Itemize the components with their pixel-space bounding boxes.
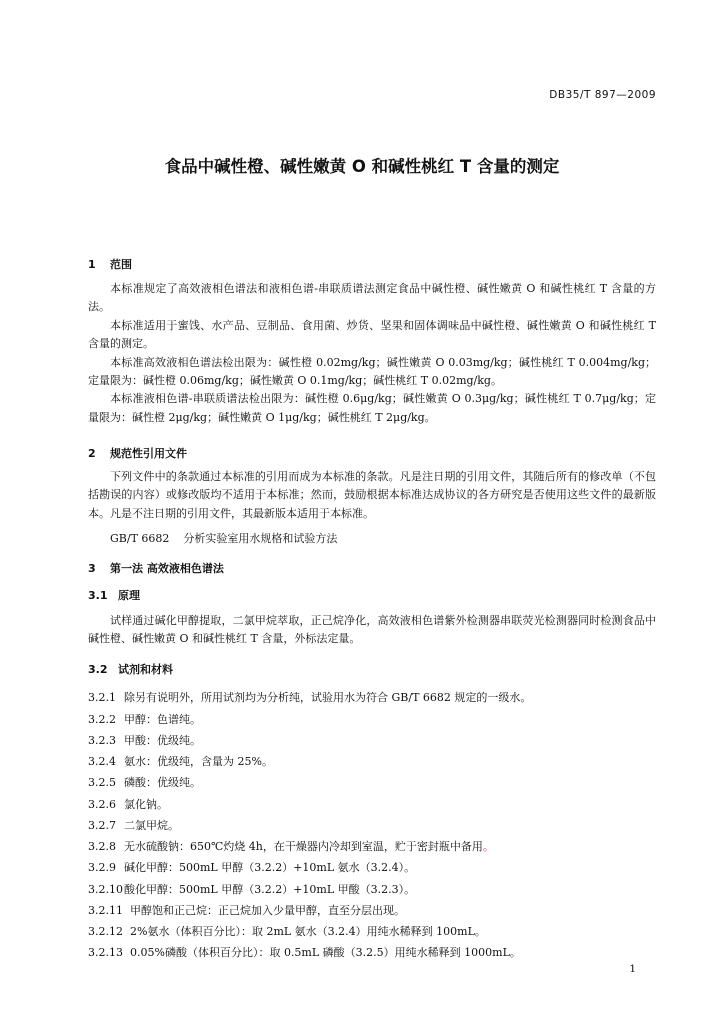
item-number: 3.2.2 (88, 713, 116, 726)
paragraph: 本标准适用于蜜饯、水产品、豆制品、食用菌、炒货、坚果和固体调味品中碱性橙、碱性嫩黄 O 和碱性桃红 T 含量的测定。 (88, 318, 656, 351)
subsection-title: 试剂和材料 (118, 663, 173, 676)
section-title: 范围 (110, 258, 132, 271)
item-text: 酸化甲醇：500mL 甲醇（3.2.2）+10mL 甲酸（3.2.3）。 (124, 883, 416, 896)
reference-code: GB/T 6682 (110, 532, 170, 545)
item-number: 3.2.13 (88, 946, 123, 959)
list-item (88, 923, 486, 939)
paragraph: 本标准规定了高效液相色谱法和液相色谱-串联质谱法测定食品中碱性橙、碱性嫩黄 O 和碱性桃红 T 含量的方法。 (88, 282, 656, 314)
list-item (88, 817, 179, 833)
item-number: 3.2.6 (88, 798, 116, 811)
item-text: 氯化钠。 (124, 798, 168, 811)
item-text: 甲酸：优级纯。 (124, 734, 201, 747)
item-text: 甲醇饱和正己烷：正己烷加入少量甲醇，直至分层出现。 (130, 904, 405, 917)
list-item (88, 732, 201, 748)
item-text: 无水硫酸钠：650℃灼烧 4h，在干燥器内冷却到室温，贮于密封瓶中备用 (124, 840, 483, 853)
paragraph: 本标准液相色谱-串联质谱法检出限为：碱性橙 0.6μg/kg；碱性嫩黄 O 0.3μg/kg；碱性桃红 T 0.7μg/kg；定量限为：碱性橙 2μg/kg；碱性嫩黄 O 1μg/kg；碱性桃红 T 2μg/kg。 (88, 392, 656, 424)
item-number: 3.2.11 (88, 904, 123, 917)
item-text: 碱化甲醇：500mL 甲醇（3.2.2）+10mL 氨水（3.2.4）。 (124, 861, 416, 874)
subsection-title: 原理 (118, 589, 140, 602)
page-number: 1 (629, 963, 636, 975)
subsection-number: 3.1 (88, 589, 108, 602)
section-number: 1 (88, 258, 96, 271)
item-text: 磷酸：优级纯。 (124, 776, 201, 789)
document-title: 食品中碱性橙、碱性嫩黄 O 和碱性桃红 T 含量的测定 (164, 157, 560, 176)
section-title: 规范性引用文件 (110, 447, 187, 460)
subsection-3-1-heading (88, 587, 140, 603)
normative-reference (110, 530, 337, 546)
list-item (88, 838, 494, 854)
section-number: 2 (88, 447, 96, 460)
section-1-heading (88, 256, 132, 272)
red-mark: 。 (482, 840, 494, 853)
item-number: 3.2.1 (88, 691, 116, 704)
list-item (88, 711, 201, 727)
standard-number: DB35/T 897—2009 (549, 89, 656, 101)
section-2-body (88, 468, 656, 523)
section-2-heading (88, 445, 187, 461)
section-3-heading (88, 560, 224, 576)
list-item (88, 881, 415, 897)
list-item (88, 796, 168, 812)
item-number: 3.2.4 (88, 755, 116, 768)
item-text: 二氯甲烷。 (124, 819, 179, 832)
item-number: 3.2.8 (88, 840, 116, 853)
item-number: 3.2.5 (88, 776, 116, 789)
item-number: 3.2.10 (88, 883, 123, 896)
list-item (88, 944, 521, 960)
list-item (88, 902, 405, 918)
list-item (88, 859, 415, 875)
item-text: 氨水：优级纯，含量为 25%。 (124, 755, 273, 768)
list-item (88, 774, 201, 790)
list-item (88, 753, 273, 769)
item-number: 3.2.12 (88, 925, 123, 938)
section-number: 3 (88, 562, 96, 575)
item-text: 2%氨水（体积百分比）：取 2mL 氨水（3.2.4）用纯水稀释到 100mL。 (130, 925, 486, 938)
reference-title: 分析实验室用水规格和试验方法 (183, 532, 338, 545)
list-item (88, 689, 531, 705)
item-text: 除另有说明外，所用试剂均为分析纯，试验用水为符合 GB/T 6682 规定的一级水。 (124, 691, 532, 704)
subsection-3-1-body (88, 612, 656, 649)
item-number: 3.2.7 (88, 819, 116, 832)
subsection-number: 3.2 (88, 663, 108, 676)
section-title: 第一法 高效液相色谱法 (110, 562, 224, 575)
item-text: 甲醇：色谱纯。 (124, 713, 201, 726)
paragraph: 试样通过碱化甲醇提取，二氯甲烷萃取，正己烷净化，高效液相色谱紫外检测器串联荧光检测器同时检测食品中碱性橙、碱性嫩黄 O 和碱性桃红 T 含量，外标法定量。 (88, 614, 656, 646)
paragraph: 本标准高效液相色谱法检出限为：碱性橙 0.02mg/kg；碱性嫩黄 O 0.03mg/kg；碱性桃红 T 0.004mg/kg；定量限为：碱性橙 0.06mg/kg；碱性嫩黄 O 0.1mg/kg；碱性桃红 T 0.02mg/kg。 (88, 355, 656, 388)
item-text: 0.05%磷酸（体积百分比）：取 0.5mL 磷酸（3.2.5）用纯水稀释到 1000mL。 (130, 946, 521, 959)
item-number: 3.2.3 (88, 734, 116, 747)
subsection-3-2-heading (88, 661, 173, 677)
section-1-body (88, 280, 656, 427)
item-number: 3.2.9 (88, 861, 116, 874)
paragraph: 下列文件中的条款通过本标准的引用而成为本标准的条款。凡是注日期的引用文件，其随后所有的修改单（不包括勘误的内容）或修改版均不适用于本标准；然而，鼓励根据本标准达成协议的各方研究是否使用这些文件的最新版本。凡是不注日期的引用文件，其最新版本适用于本标准。 (88, 470, 656, 520)
